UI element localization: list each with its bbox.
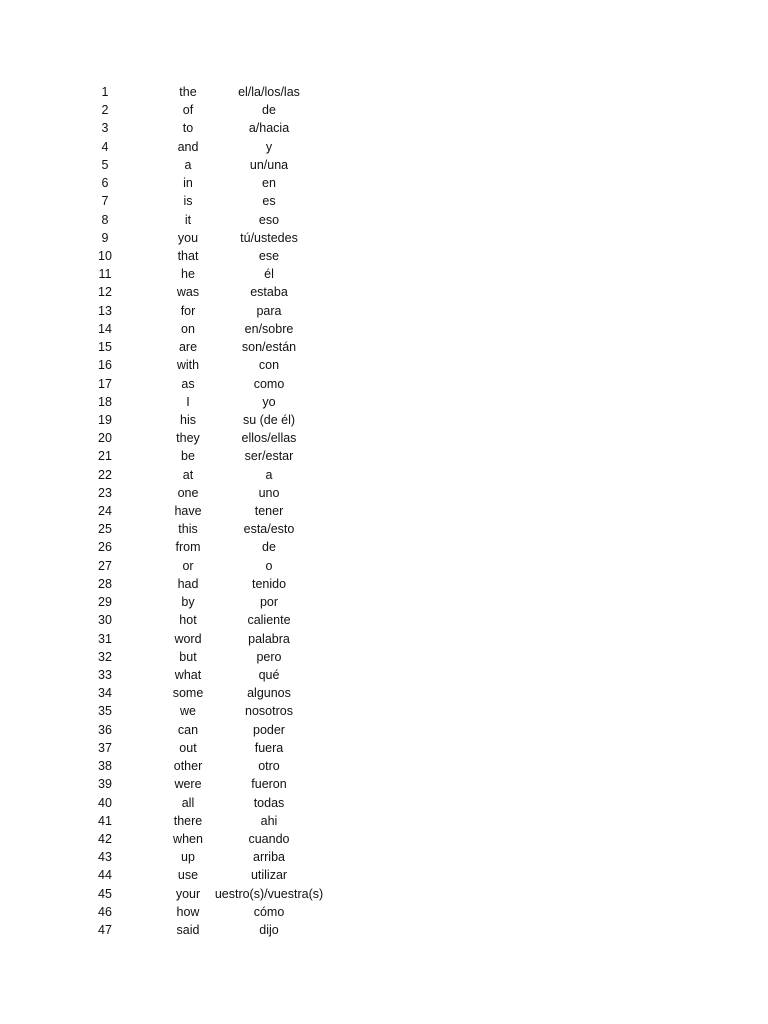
english-word: be <box>181 449 195 464</box>
english-word: this <box>178 522 198 537</box>
english-word: how <box>176 904 200 919</box>
row-number: 37 <box>98 740 112 755</box>
spanish-translation: tú/ustedes <box>240 230 298 245</box>
row-number: 28 <box>98 576 112 591</box>
english-word: all <box>181 795 195 810</box>
spanish-translation: fueron <box>251 777 287 792</box>
row-number: 16 <box>98 358 112 373</box>
spanish-translation: pero <box>256 649 282 664</box>
word-row <box>0 921 768 939</box>
row-number: 31 <box>98 631 112 646</box>
spanish-translation: qué <box>258 668 280 682</box>
row-number: 29 <box>98 595 112 610</box>
spanish-translation: ahi <box>260 813 278 828</box>
english-word: his <box>180 412 196 427</box>
row-number: 38 <box>98 759 112 774</box>
english-word: up <box>181 850 195 865</box>
word-row <box>0 866 768 884</box>
word-row <box>0 265 768 283</box>
english-word: of <box>182 103 194 118</box>
spanish-translation: para <box>256 303 282 318</box>
english-word: was <box>176 285 200 300</box>
row-number: 15 <box>98 340 112 355</box>
word-row <box>0 447 768 465</box>
row-number: 9 <box>101 230 109 245</box>
word-row <box>0 356 768 374</box>
word-row <box>0 739 768 757</box>
row-number: 19 <box>98 412 112 427</box>
english-word: they <box>176 431 200 446</box>
english-word: had <box>177 576 199 591</box>
english-word: when <box>173 831 203 846</box>
spanish-translation: esta/esto <box>243 522 295 537</box>
word-row <box>0 575 768 593</box>
row-number: 8 <box>101 212 109 227</box>
row-number: 39 <box>98 777 112 792</box>
word-row <box>0 302 768 320</box>
word-row <box>0 557 768 575</box>
word-row <box>0 812 768 830</box>
spanish-translation: poder <box>253 722 285 737</box>
word-row <box>0 411 768 429</box>
row-number: 44 <box>98 868 112 883</box>
row-number: 35 <box>98 704 112 719</box>
row-number: 20 <box>98 431 112 446</box>
spanish-translation: es <box>262 194 276 209</box>
spanish-translation: él <box>264 267 274 282</box>
word-row <box>0 429 768 447</box>
word-row <box>0 283 768 301</box>
spanish-translation: ellos/ellas <box>241 431 297 446</box>
english-word: in <box>183 176 193 191</box>
spanish-translation: dijo <box>259 923 279 938</box>
english-word: can <box>177 722 199 737</box>
word-row <box>0 375 768 393</box>
word-row <box>0 830 768 848</box>
word-row <box>0 247 768 265</box>
english-word: your <box>175 886 201 901</box>
word-row <box>0 466 768 484</box>
row-number: 24 <box>98 504 112 519</box>
spanish-translation: de <box>262 103 276 118</box>
row-number: 33 <box>98 668 112 682</box>
row-number: 46 <box>98 904 112 919</box>
word-row <box>0 648 768 666</box>
word-row <box>0 520 768 538</box>
word-row <box>0 702 768 720</box>
row-number: 45 <box>98 886 112 901</box>
row-number: 6 <box>101 176 109 191</box>
english-word: for <box>180 303 196 318</box>
spanish-translation: por <box>259 595 279 610</box>
spanish-translation: y <box>265 139 273 154</box>
row-number: 4 <box>101 139 109 154</box>
word-row <box>0 903 768 921</box>
spanish-translation: estaba <box>250 285 288 300</box>
word-row <box>0 666 768 684</box>
english-word: you <box>177 230 199 245</box>
row-number: 7 <box>101 194 109 209</box>
row-number: 13 <box>98 303 112 318</box>
word-row <box>0 484 768 502</box>
word-row <box>0 593 768 611</box>
english-word: to <box>182 121 194 136</box>
spanish-translation: el/la/los/las <box>238 85 300 99</box>
spanish-translation: fuera <box>254 740 284 755</box>
english-word: the <box>179 85 197 99</box>
row-number: 27 <box>98 558 112 573</box>
english-word: were <box>174 777 202 792</box>
english-word: he <box>181 267 195 282</box>
english-word: one <box>177 485 199 500</box>
row-number: 43 <box>98 850 112 865</box>
spanish-translation: uestro(s)/vuestra(s) <box>214 886 324 901</box>
row-number: 42 <box>98 831 112 846</box>
row-number: 22 <box>98 467 112 482</box>
spanish-translation: otro <box>258 759 280 774</box>
spanish-translation: uno <box>258 485 280 500</box>
spanish-translation: cuando <box>248 831 290 846</box>
spanish-translation: arriba <box>253 850 285 865</box>
row-number: 32 <box>98 649 112 664</box>
english-word: a <box>184 157 192 172</box>
spanish-translation: de <box>262 540 276 555</box>
spanish-translation: en/sobre <box>244 321 294 336</box>
word-row <box>0 538 768 556</box>
word-row <box>0 156 768 174</box>
spanish-translation: ese <box>258 248 280 263</box>
row-number: 30 <box>98 613 112 628</box>
english-word: we <box>180 704 196 719</box>
spanish-translation: en <box>262 176 276 191</box>
english-word: as <box>181 376 195 391</box>
english-word: word <box>174 631 202 646</box>
row-number: 41 <box>98 813 112 828</box>
spanish-translation: a <box>265 467 273 482</box>
spanish-translation: utilizar <box>250 868 288 883</box>
word-row <box>0 338 768 356</box>
english-word: use <box>177 868 199 883</box>
word-row <box>0 794 768 812</box>
english-word: with <box>176 358 200 373</box>
english-word: what <box>174 668 202 682</box>
word-row <box>0 611 768 629</box>
word-row <box>0 393 768 411</box>
english-word: from <box>175 540 201 555</box>
spanish-translation: tenido <box>251 576 287 591</box>
row-number: 21 <box>98 449 112 464</box>
word-row <box>0 229 768 247</box>
row-number: 40 <box>98 795 112 810</box>
spanish-translation: algunos <box>247 686 291 701</box>
word-row <box>0 119 768 137</box>
english-word: out <box>179 740 197 755</box>
english-word: have <box>174 504 202 519</box>
word-row <box>0 885 768 903</box>
spanish-translation: su (de él) <box>242 412 296 427</box>
english-word: I <box>186 394 190 409</box>
row-number: 12 <box>98 285 112 300</box>
word-row <box>0 138 768 156</box>
row-number: 25 <box>98 522 112 537</box>
english-word: is <box>183 194 193 209</box>
row-number: 34 <box>98 686 112 701</box>
row-number: 11 <box>98 267 112 282</box>
spanish-translation: o <box>265 558 273 573</box>
spanish-translation: como <box>253 376 285 391</box>
english-word: at <box>182 467 194 482</box>
spanish-translation: palabra <box>248 631 290 646</box>
spanish-translation: nosotros <box>245 704 293 719</box>
spanish-translation: todas <box>253 795 285 810</box>
word-row <box>0 775 768 793</box>
row-number: 36 <box>98 722 112 737</box>
english-word: or <box>182 558 194 573</box>
word-list-sheet <box>0 83 768 939</box>
english-word: but <box>179 649 197 664</box>
word-row <box>0 848 768 866</box>
spanish-translation: ser/estar <box>244 449 294 464</box>
word-row <box>0 320 768 338</box>
word-row <box>0 101 768 119</box>
english-word: that <box>177 248 199 263</box>
english-word: hot <box>179 613 197 628</box>
spanish-translation: eso <box>258 212 280 227</box>
row-number: 26 <box>98 540 112 555</box>
spanish-translation: yo <box>262 394 276 409</box>
row-number: 1 <box>101 85 109 99</box>
row-number: 10 <box>98 248 112 263</box>
row-number: 17 <box>98 376 112 391</box>
spanish-translation: un/una <box>249 157 289 172</box>
spanish-translation: son/están <box>241 340 297 355</box>
word-row <box>0 502 768 520</box>
spanish-translation: caliente <box>247 613 291 628</box>
spanish-translation: tener <box>254 504 284 519</box>
english-word: by <box>181 595 195 610</box>
word-row <box>0 721 768 739</box>
word-row <box>0 211 768 229</box>
english-word: there <box>173 813 203 828</box>
english-word: it <box>184 212 192 227</box>
row-number: 3 <box>101 121 109 136</box>
english-word: some <box>172 686 204 701</box>
spanish-translation: con <box>258 358 280 373</box>
english-word: said <box>176 923 200 938</box>
spanish-translation: cómo <box>253 904 285 919</box>
row-number: 18 <box>98 394 112 409</box>
english-word: other <box>173 759 203 774</box>
english-word: and <box>177 139 199 154</box>
row-number: 5 <box>101 157 109 172</box>
english-word: on <box>181 321 195 336</box>
row-number: 2 <box>101 103 109 118</box>
word-row <box>0 83 768 101</box>
word-row <box>0 684 768 702</box>
word-row <box>0 192 768 210</box>
row-number: 23 <box>98 485 112 500</box>
row-number: 47 <box>98 923 112 938</box>
spanish-translation: a/hacia <box>248 121 290 136</box>
word-row <box>0 174 768 192</box>
row-number: 14 <box>98 321 112 336</box>
word-row <box>0 757 768 775</box>
word-row <box>0 630 768 648</box>
english-word: are <box>178 340 198 355</box>
